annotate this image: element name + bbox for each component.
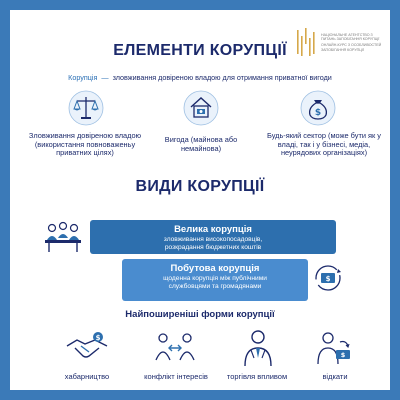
officials-meeting-icon <box>42 220 84 254</box>
form-label-kickbacks: відкати <box>322 372 348 381</box>
petty-heading: Побутова корупція <box>170 263 260 274</box>
money-cycle-icon <box>310 260 346 296</box>
kickback-icon <box>314 328 354 368</box>
infographic-card <box>10 10 390 390</box>
conflict-icon <box>152 330 198 368</box>
definition-text: зловживання довіреною владою для отримання приватної вигоди <box>112 73 332 82</box>
svg-text:$: $ <box>314 108 322 118</box>
scales-icon <box>68 90 104 126</box>
forms-title: Найпоширеніші форми корупції <box>125 309 275 320</box>
element-caption-1: Зловживання довіреною владою (використання повноваженьу приватних цілях) <box>28 131 142 158</box>
form-label-bribery: хабарництво <box>64 372 110 381</box>
svg-text:$: $ <box>95 334 101 342</box>
logo-sub-name: ОНЛАЙН-КУРС З ОСОБЛИВОСТЕЙ ЗАПОБІГАННЯ КОРУПЦІЇ <box>321 43 382 52</box>
element-caption-3: Будь-який сектор (може бути як у владі, так і у бізнесі, медіа, неурядових організаціях) <box>267 131 381 158</box>
element-caption-2: Вигода (майнова або немайнова) <box>164 135 238 153</box>
grand-corruption-banner <box>90 220 336 254</box>
logo-org-name: НАЦІОНАЛЬНЕ АГЕНТСТВО З ПИТАНЬ ЗАПОБІГАННЯ КОРУПЦІЇ <box>321 33 380 42</box>
money-bag-icon <box>300 90 336 126</box>
house-money-icon <box>183 90 219 126</box>
elements-title: ЕЛЕМЕНТИ КОРУПЦІЇ <box>113 42 287 59</box>
grand-text: зловживання високопосадовців, розкрадання бюджетних коштів <box>163 236 263 251</box>
svg-text:$: $ <box>325 275 331 283</box>
businessman-icon <box>240 328 276 368</box>
petty-corruption-banner <box>122 259 308 301</box>
corruption-definition <box>10 73 390 82</box>
definition-dash: — <box>101 73 109 82</box>
types-title: ВИДИ КОРУПЦІЇ <box>135 178 265 195</box>
petty-text: щоденна корупція між публічними службовцями та громадянами <box>163 275 267 290</box>
form-label-conflict: конфлікт інтересів <box>144 372 208 381</box>
handshake-icon <box>65 328 109 368</box>
svg-text:$: $ <box>340 351 346 359</box>
grand-heading: Велика корупція <box>174 224 252 235</box>
definition-term: Корупція <box>68 73 98 82</box>
form-label-influence: торгівля впливом <box>226 372 288 381</box>
